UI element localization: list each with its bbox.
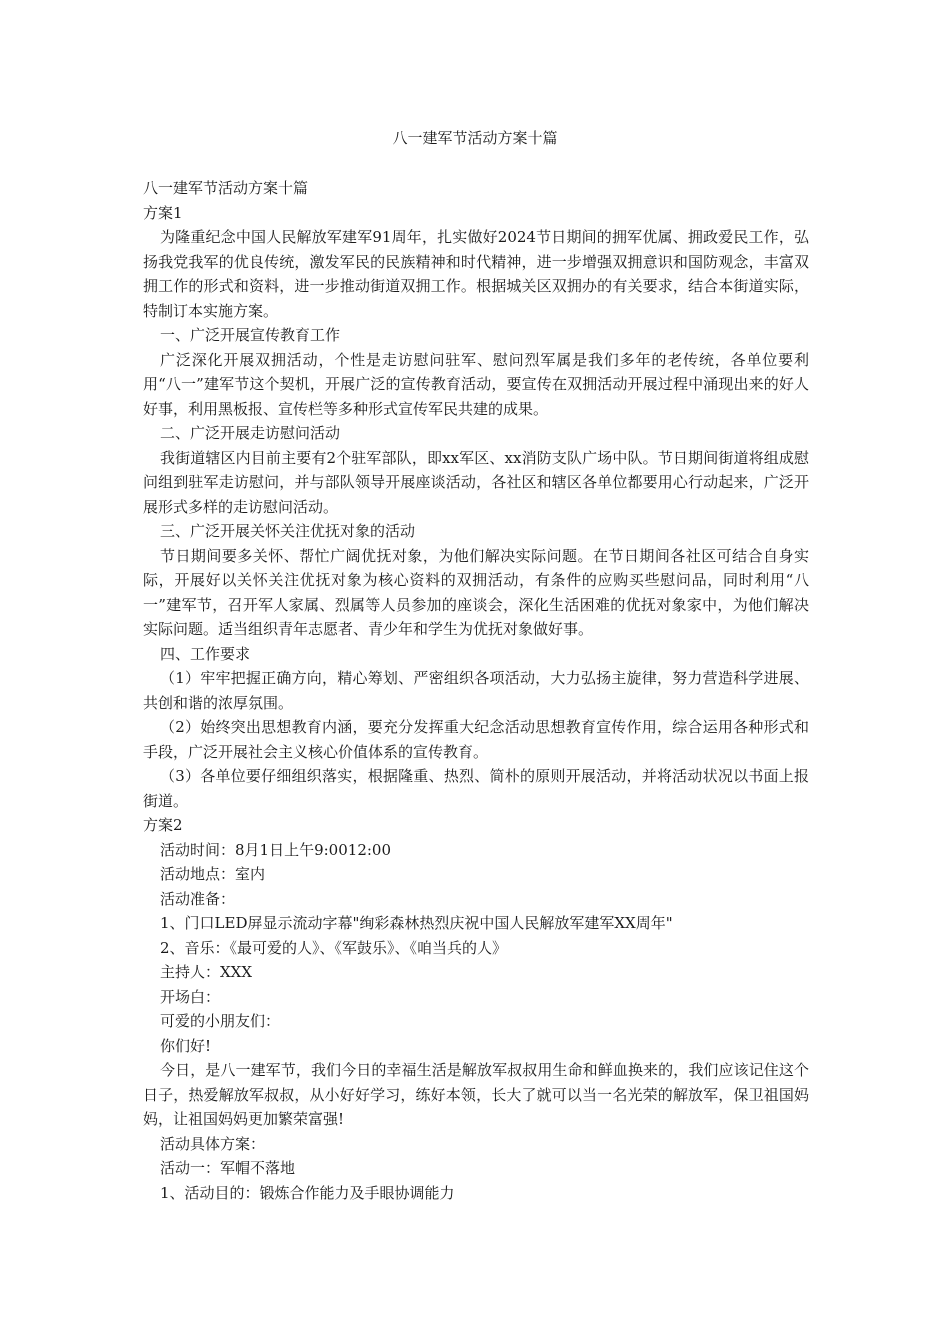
paragraph: 为隆重纪念中国人民解放军建军91周年，扎实做好2024节日期间的拥军优属、拥政爱民工作，弘扬我党我军的优良传统，激发军民的民族精神和时代精神，进一步增强双拥意识和国防观念，丰富双拥工作的形式和资料，进一步推动街道双拥工作。根据城关区双拥办的有关要求，结合本街道实际，特制订本实施方案。 — [143, 228, 809, 320]
paragraph: 可爱的小朋友们： — [160, 1012, 281, 1030]
list-item: 1、门口LED屏显示流动字幕"绚彩森林热烈庆祝中国人民解放军建军XX周年" — [160, 914, 673, 932]
body-heading: 八一建军节活动方案十篇 — [143, 179, 309, 197]
plan-heading: 方案2 — [143, 816, 183, 834]
paragraph: 主持人：XXX — [160, 963, 253, 981]
paragraph: 今日，是八一建军节，我们今日的幸福生活是解放军叔叔用生命和鲜血换来的，我们应该记住这个日子，热爱解放军叔叔，从小好好学习，练好本领，长大了就可以当一名光荣的解放军，保卫祖国妈妈，让祖国妈妈更加繁荣富强! — [143, 1061, 809, 1128]
paragraph: 你们好! — [160, 1036, 212, 1055]
section-heading: 一、广泛开展宣传教育工作 — [160, 326, 341, 344]
list-item: （2）始终突出思想教育内涵，要充分发挥重大纪念活动思想教育宣传作用，综合运用各种形式和手段，广泛开展社会主义核心价值体系的宣传教育。 — [143, 718, 809, 761]
section-heading: 三、广泛开展关怀关注优抚对象的活动 — [160, 522, 416, 540]
paragraph: 开场白： — [160, 987, 221, 1006]
paragraph: 我街道辖区内目前主要有2个驻军部队，即xx军区、xx消防支队广场中队。节日期间街道将组成慰问组到驻军走访慰问，并与部队领导开展座谈活动，各社区和辖区各单位都要用心行动起来，广泛开展形式多样的走访慰问活动。 — [143, 448, 809, 516]
document-body — [143, 176, 809, 1205]
paragraph: 节日期间要多关怀、帮忙广阔优抚对象，为他们解决实际问题。在节日期间各社区可结合自身实际，开展好以关怀关注优抚对象为核心资料的双拥活动，有条件的应购买些慰问品，同时利用“八一”建军节，召开军人家属、烈属等人员参加的座谈会，深化生活困难的优抚对象家中，为他们解决实际问题。适当组织青年志愿者、青少年和学生为优抚对象做好事。 — [143, 546, 809, 638]
list-item: 1、活动目的：锻炼合作能力及手眼协调能力 — [160, 1183, 455, 1202]
paragraph: 活动具体方案： — [160, 1134, 266, 1153]
section-heading: 二、广泛开展走访慰问活动 — [160, 424, 341, 442]
section-heading: 四、工作要求 — [160, 644, 251, 663]
paragraph: 广泛深化开展双拥活动，个性是走访慰问驻军、慰问烈军属是我们多年的老传统，各单位要利用“八一”建军节这个契机，开展广泛的宣传教育活动，要宣传在双拥活动开展过程中涌现出来的好人好事，利用黑板报、宣传栏等多种形式宣传军民共建的成果。 — [143, 350, 809, 418]
list-item: （1）牢牢把握正确方向，精心筹划、严密组织各项活动，大力弘扬主旋律，努力营造科学进展、共创和谐的浓厚氛围。 — [143, 669, 809, 712]
paragraph: 活动一：军帽不落地 — [160, 1159, 296, 1177]
paragraph: 活动地点：室内 — [160, 865, 266, 883]
list-item: （3）各单位要仔细组织落实，根据隆重、热烈、简朴的原则开展活动，并将活动状况以书面上报街道。 — [143, 767, 809, 810]
paragraph: 活动时间：8月1日上午9:0012:00 — [160, 840, 391, 859]
document-title: 八一建军节活动方案十篇 — [392, 129, 558, 147]
list-item: 2、音乐：《最可爱的人》、《军鼓乐》、《咱当兵的人》 — [160, 938, 508, 957]
plan-heading: 方案1 — [143, 203, 183, 222]
paragraph: 活动准备： — [160, 889, 236, 908]
